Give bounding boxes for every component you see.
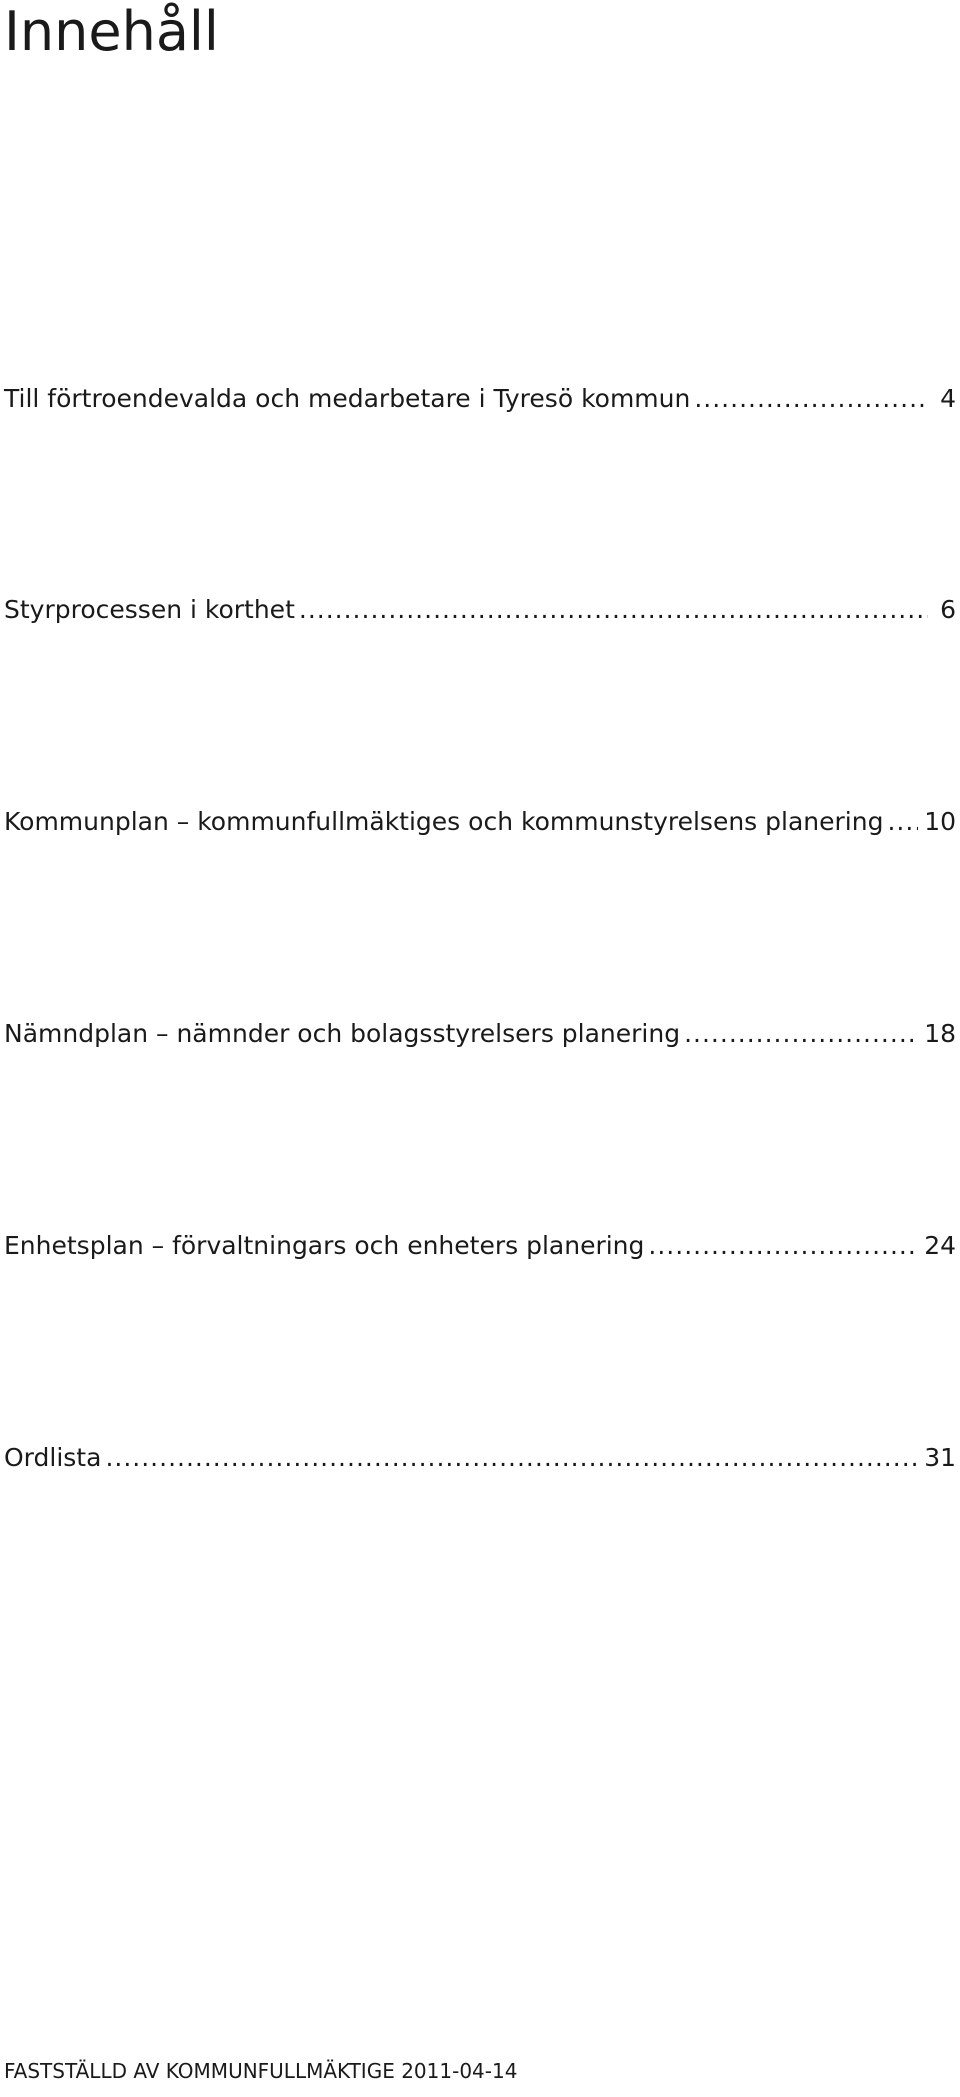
dot-leader: [694, 383, 928, 415]
dot-leader: [299, 594, 928, 626]
toc-entry-page-number: 10: [924, 807, 956, 836]
toc-entry-page-number: 6: [940, 595, 956, 624]
toc-entry-forord[interactable]: [4, 383, 956, 415]
toc-entry-enhetsplan[interactable]: [4, 1230, 956, 1262]
toc-entry-page-number: 18: [924, 1019, 956, 1048]
toc-entry-label: Ordlista: [4, 1443, 102, 1472]
toc-entry-label: Till förtroendevalda och medarbetare i Tyresö kommun: [4, 384, 691, 413]
dot-leader: [648, 1230, 918, 1262]
toc-entry-styrprocessen[interactable]: [4, 594, 956, 626]
toc-entry-label: Nämndplan – nämnder och bolagsstyrelsers planering: [4, 1019, 681, 1048]
toc-entry-page-number: 31: [924, 1443, 956, 1472]
toc-entry-page-number: 24: [924, 1231, 956, 1260]
toc-entry-label: Enhetsplan – förvaltningars och enheters planering: [4, 1231, 645, 1260]
toc-entry-page-number: 4: [940, 384, 956, 413]
dot-leader: [105, 1442, 918, 1474]
toc-entry-kommunplan[interactable]: [4, 806, 956, 838]
footer-approval-note: FASTSTÄLLD AV KOMMUNFULLMÄKTIGE 2011-04-14: [4, 2059, 518, 2083]
page-title: Innehåll: [4, 0, 219, 63]
dot-leader: [887, 806, 918, 838]
toc-entry-label: Kommunplan – kommunfullmäktiges och kommunstyrelsens planering: [4, 807, 884, 836]
toc-entry-ordlista[interactable]: [4, 1442, 956, 1474]
dot-leader: [684, 1018, 918, 1050]
toc-entry-label: Styrprocessen i korthet: [4, 595, 295, 624]
toc-entry-namndplan[interactable]: [4, 1018, 956, 1050]
